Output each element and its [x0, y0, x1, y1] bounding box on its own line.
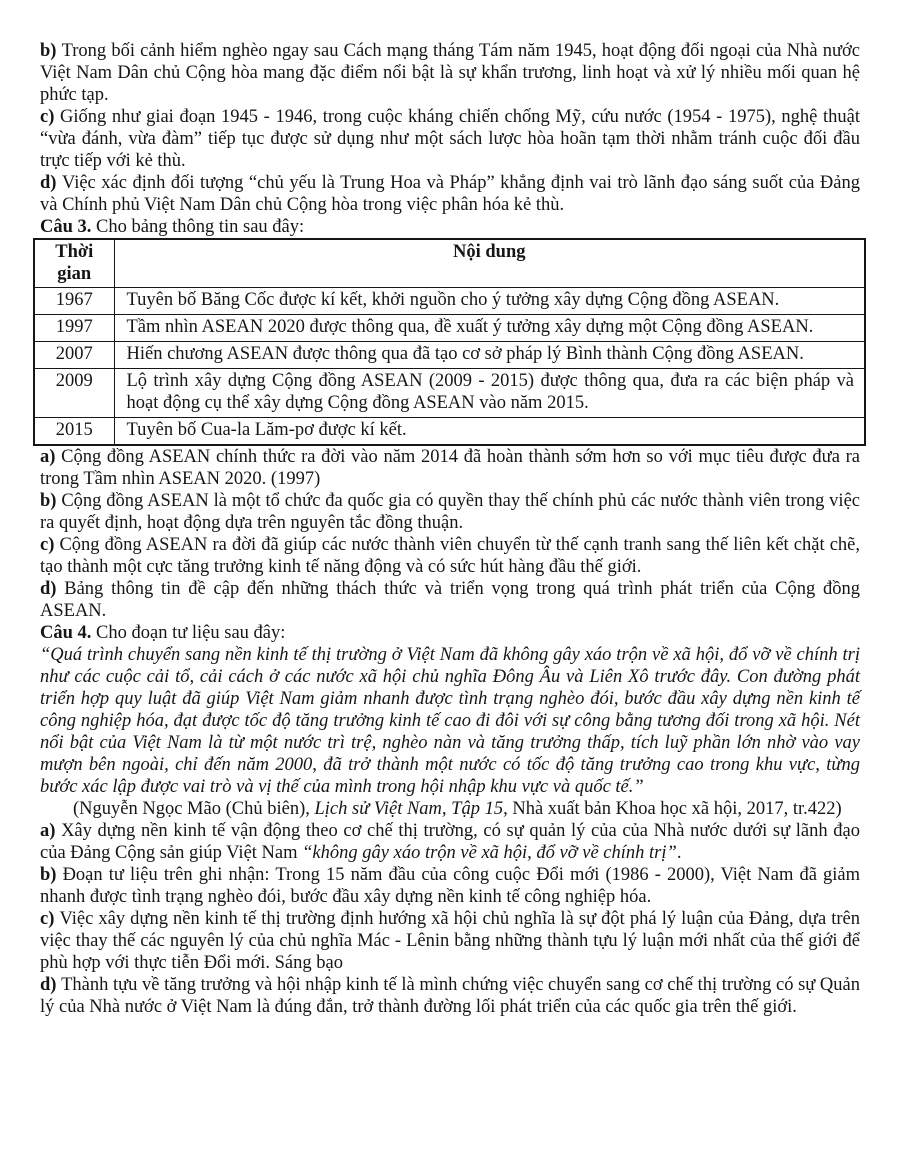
- bold-run: c): [40, 909, 60, 929]
- italic-run: Lịch sử Việt Nam, Tập 15,: [314, 799, 508, 819]
- question-4-heading: [40, 622, 860, 644]
- bold-run: a): [40, 447, 62, 467]
- text-run: Bảng thông tin đề cập đến những thách thức và triển vọng trong quá trình phát triển của Cộng đồng ASEAN.: [40, 579, 860, 621]
- table-header-time: Thời gian: [34, 239, 114, 288]
- table-row: [34, 288, 865, 315]
- table-row: [34, 369, 865, 418]
- statement-intro-b: [40, 40, 860, 106]
- text-run: (Nguyễn Ngọc Mão (Chủ biên),: [73, 799, 315, 819]
- question-3-heading: [40, 216, 860, 238]
- table-cell-time: 2007: [34, 342, 114, 369]
- source-citation: [40, 798, 860, 820]
- bold-run: b): [40, 491, 62, 511]
- bold-run: d): [40, 579, 65, 599]
- bold-run: a): [40, 821, 62, 841]
- text-run: Nhà xuất bản Khoa học xã hội, 2017, tr.422): [507, 799, 842, 819]
- text-run: Đoạn tư liệu trên ghi nhận: Trong 15 năm đầu của công cuộc Đổi mới (1986 - 2000), Việt Nam đã giảm nhanh được tình trạng nghèo đói, bước đầu xây dựng nền kinh tế công nghiệp hóa.: [40, 865, 860, 907]
- text-run: Cộng đồng ASEAN là một tổ chức đa quốc gia có quyền thay thế chính phủ các nước thành viên trong việc ra quyết định, hoạt động dựa trên nguyên tắc đồng thuận.: [40, 491, 860, 533]
- bold-run: Câu 3.: [40, 217, 97, 237]
- table-cell-content: Tầm nhìn ASEAN 2020 được thông qua, đề xuất ý tưởng xây dựng một Cộng đồng ASEAN.: [114, 315, 865, 342]
- table-cell-content: Tuyên bố Băng Cốc được kí kết, khởi nguồn cho ý tưởng xây dựng Cộng đồng ASEAN.: [114, 288, 865, 315]
- question-3-statement-c: [40, 534, 860, 578]
- text-run: Giống như giai đoạn 1945 - 1946, trong cuộc kháng chiến chống Mỹ, cứu nước (1954 - 1975), nghệ thuật “vừa đánh, vừa đàm” tiếp tục được sử dụng như một sách lược hòa hoãn tạm thời nhằm tránh cuộc đối đầu trực tiếp với kẻ thù.: [40, 107, 860, 171]
- bold-run: c): [40, 107, 61, 127]
- table-cell-time: 1967: [34, 288, 114, 315]
- text-run: Cho bảng thông tin sau đây:: [96, 217, 305, 237]
- italic-run: “không gây xáo trộn về xã hội, đổ vỡ về chính trị”: [302, 843, 677, 863]
- text-run: Cho đoạn tư liệu sau đây:: [96, 623, 286, 643]
- question-3-statement-a: [40, 446, 860, 490]
- italic-run: “Quá trình chuyển sang nền kinh tế thị trường ở Việt Nam đã không gây xáo trộn về xã hội, đổ vỡ về chính trị như các cuộc cải tổ, cải cách ở các nước xã hội chủ nghĩa Đông Âu và Liên Xô trước đây. Con đường phát triển hợp quy luật đã giúp Việt Nam giảm nhanh được tình trạng nghèo đói, bước đầu xây dựng nền kinh tế công nghiệp hóa, đạt được tốc độ tăng trưởng kinh tế cao đi đôi với sự công bằng tương đối trong xã hội. Nét nổi bật của Việt Nam là từ một nước trì trệ, nghèo nàn và tăng trưởng thấp, tích luỹ phần lớn nhờ vào vay mượn bên ngoài, chỉ đến năm 2000, đã trở thành một nước có tốc độ tăng trưởng cao trong khu vực, từng bước xác lập được vai trò và vị thế của mình trong hội nhập khu vực và quốc tế.”: [40, 645, 860, 797]
- table-header-content: Nội dung: [114, 239, 865, 288]
- table-cell-content: Lộ trình xây dựng Cộng đồng ASEAN (2009 - 2015) được thông qua, đưa ra các biện pháp và hoạt động cụ thể xây dựng Cộng đồng ASEAN vào năm 2015.: [114, 369, 865, 418]
- question-4-statement-b: [40, 864, 860, 908]
- question-4-statement-a: [40, 820, 860, 864]
- question-3-statement-b: [40, 490, 860, 534]
- table-cell-time: 1997: [34, 315, 114, 342]
- question-4-statement-d: [40, 974, 860, 1018]
- table-body: [34, 288, 865, 446]
- statement-intro-d: [40, 172, 860, 216]
- text-run: Việc xây dựng nền kinh tế thị trường định hướng xã hội chủ nghĩa là sự đột phá lý luận của Đảng, dựa trên việc thay thế các nguyên lý của chủ nghĩa Mác - Lênin bằng những thành tựu lý luận mới nhất của thế giới để phù hợp với thực tiễn Đổi mới. Sáng bạo: [40, 909, 861, 973]
- bold-run: d): [40, 173, 62, 193]
- table-cell-content: Hiến chương ASEAN được thông qua đã tạo cơ sở pháp lý Bình thành Cộng đồng ASEAN.: [114, 342, 865, 369]
- statement-intro-c: [40, 106, 860, 172]
- table-cell-content: Tuyên bố Cua-la Lăm-pơ được kí kết.: [114, 418, 865, 446]
- text-run: .: [676, 843, 682, 863]
- table-row: [34, 315, 865, 342]
- text-run: Cộng đồng ASEAN ra đời đã giúp các nước thành viên chuyển từ thế cạnh tranh sang thế liên kết chặt chẽ, tạo thành một cực tăng trưởng kinh tế năng động và có sức hút hàng đầu thế giới.: [40, 535, 860, 577]
- bold-run: d): [40, 975, 62, 995]
- table-cell-time: 2015: [34, 418, 114, 446]
- bold-run: c): [40, 535, 60, 555]
- bold-run: b): [40, 41, 62, 61]
- table-header-row: [34, 239, 865, 288]
- asean-timeline-table: [33, 238, 866, 446]
- table-cell-time: 2009: [34, 369, 114, 418]
- table-row: [34, 342, 865, 369]
- table-row: [34, 418, 865, 446]
- text-run: Cộng đồng ASEAN chính thức ra đời vào năm 2014 đã hoàn thành sớm hơn so với mục tiêu được đưa ra trong Tầm nhìn ASEAN 2020. (1997): [40, 447, 860, 489]
- text-run: Xây dựng nền kinh tế vận động theo cơ chế thị trường, có sự quản lý của của Nhà nước dưới sự lãnh đạo của Đảng Cộng sản giúp Việt Nam: [40, 821, 860, 863]
- question-3-statement-d: [40, 578, 860, 622]
- text-run: Trong bối cảnh hiểm nghèo ngay sau Cách mạng tháng Tám năm 1945, hoạt động đối ngoại của Nhà nước Việt Nam Dân chủ Cộng hòa mang đặc điểm nổi bật là sự khẩn trương, linh hoạt và xử lý nhiều mối quan hệ phức tạp.: [40, 41, 861, 105]
- bold-run: Câu 4.: [40, 623, 97, 643]
- question-4-statement-c: [40, 908, 860, 974]
- source-quote: [40, 644, 860, 798]
- bold-run: b): [40, 865, 63, 885]
- text-run: Thành tựu về tăng trưởng và hội nhập kinh tế là mình chứng việc chuyển sang cơ chế thị trường có sự Quản lý của Nhà nước ở Việt Nam là đúng đắn, trở thành đường lối phát triển của các quốc gia trên thế giới.: [40, 975, 861, 1017]
- text-run: Việc xác định đối tượng “chủ yếu là Trung Hoa và Pháp” khẳng định vai trò lãnh đạo sáng suốt của Đảng và Chính phủ Việt Nam Dân chủ Cộng hòa trong việc phân hóa kẻ thù.: [40, 173, 860, 215]
